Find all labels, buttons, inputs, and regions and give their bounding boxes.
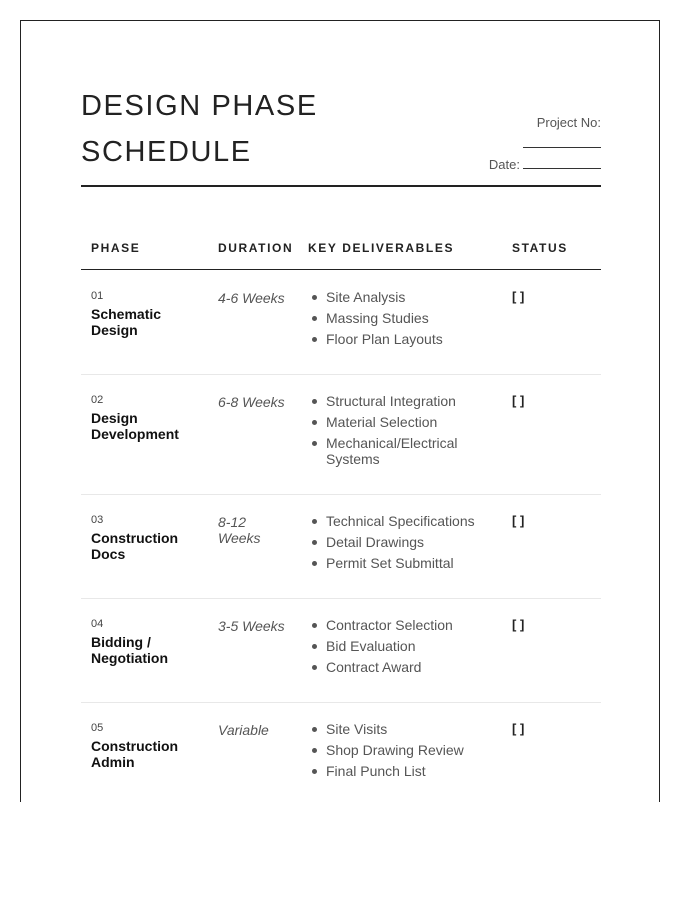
deliverable-item: Final Punch List bbox=[308, 763, 498, 779]
date-label: Date: bbox=[488, 157, 520, 172]
phase-number: 01 bbox=[91, 290, 104, 302]
phase-duration: 3-5 Weeks bbox=[218, 618, 285, 634]
deliverable-item: Structural Integration bbox=[308, 393, 498, 409]
phase-name: Construction Docs bbox=[91, 530, 179, 562]
phase-duration: 6-8 Weeks bbox=[218, 394, 285, 410]
page-title: DESIGN PHASE SCHEDULE bbox=[81, 90, 318, 168]
deliverable-item: Mechanical/Electrical Systems bbox=[308, 435, 498, 467]
phase-name: Schematic Design bbox=[91, 306, 162, 338]
deliverable-item: Contract Award bbox=[308, 659, 498, 675]
date-row bbox=[489, 156, 601, 172]
column-header-deliverables: KEY DELIVERABLES bbox=[308, 241, 455, 255]
table-row bbox=[81, 494, 601, 599]
phase-number: 04 bbox=[91, 618, 104, 630]
table-header bbox=[81, 231, 601, 270]
phase-duration: 4-6 Weeks bbox=[218, 290, 285, 306]
phase-duration: Variable bbox=[218, 722, 269, 738]
status-checkbox[interactable]: [ ] bbox=[512, 617, 525, 632]
phase-number: 03 bbox=[91, 514, 104, 526]
deliverable-item: Site Visits bbox=[308, 721, 498, 737]
table-row bbox=[81, 374, 601, 495]
deliverable-item: Contractor Selection bbox=[308, 617, 498, 633]
deliverable-item: Detail Drawings bbox=[308, 534, 498, 550]
table-row bbox=[81, 270, 601, 375]
date-field[interactable] bbox=[523, 156, 601, 169]
document-header bbox=[81, 83, 601, 187]
phase-duration: 8-12 Weeks bbox=[218, 514, 261, 546]
deliverable-item: Material Selection bbox=[308, 414, 498, 430]
deliverables-list bbox=[308, 721, 498, 784]
column-header-duration: DURATION bbox=[218, 241, 294, 255]
table-row bbox=[81, 598, 601, 703]
schedule-sheet bbox=[20, 20, 660, 802]
deliverable-item: Bid Evaluation bbox=[308, 638, 498, 654]
status-checkbox[interactable]: [ ] bbox=[512, 393, 525, 408]
deliverable-item: Shop Drawing Review bbox=[308, 742, 498, 758]
deliverables-list bbox=[308, 289, 498, 352]
table-row bbox=[81, 702, 601, 802]
status-checkbox[interactable]: [ ] bbox=[512, 289, 525, 304]
phase-name: Bidding / Negotiation bbox=[91, 634, 168, 666]
deliverable-item: Massing Studies bbox=[308, 310, 498, 326]
deliverables-list bbox=[308, 513, 498, 576]
deliverables-list bbox=[308, 617, 498, 680]
phase-name: Design Development bbox=[91, 410, 179, 442]
status-checkbox[interactable]: [ ] bbox=[512, 721, 525, 736]
project-number-label: Project No: bbox=[536, 115, 601, 130]
column-header-status: STATUS bbox=[512, 241, 568, 255]
status-checkbox[interactable]: [ ] bbox=[512, 513, 525, 528]
phase-number: 02 bbox=[91, 394, 104, 406]
deliverable-item: Site Analysis bbox=[308, 289, 498, 305]
project-number-field[interactable] bbox=[523, 147, 601, 148]
deliverable-item: Floor Plan Layouts bbox=[308, 331, 498, 347]
deliverable-item: Permit Set Submittal bbox=[308, 555, 498, 571]
deliverables-list bbox=[308, 393, 498, 472]
deliverable-item: Technical Specifications bbox=[308, 513, 498, 529]
phase-name: Construction Admin bbox=[91, 738, 179, 770]
phase-number: 05 bbox=[91, 722, 104, 734]
column-header-phase: PHASE bbox=[91, 241, 141, 255]
